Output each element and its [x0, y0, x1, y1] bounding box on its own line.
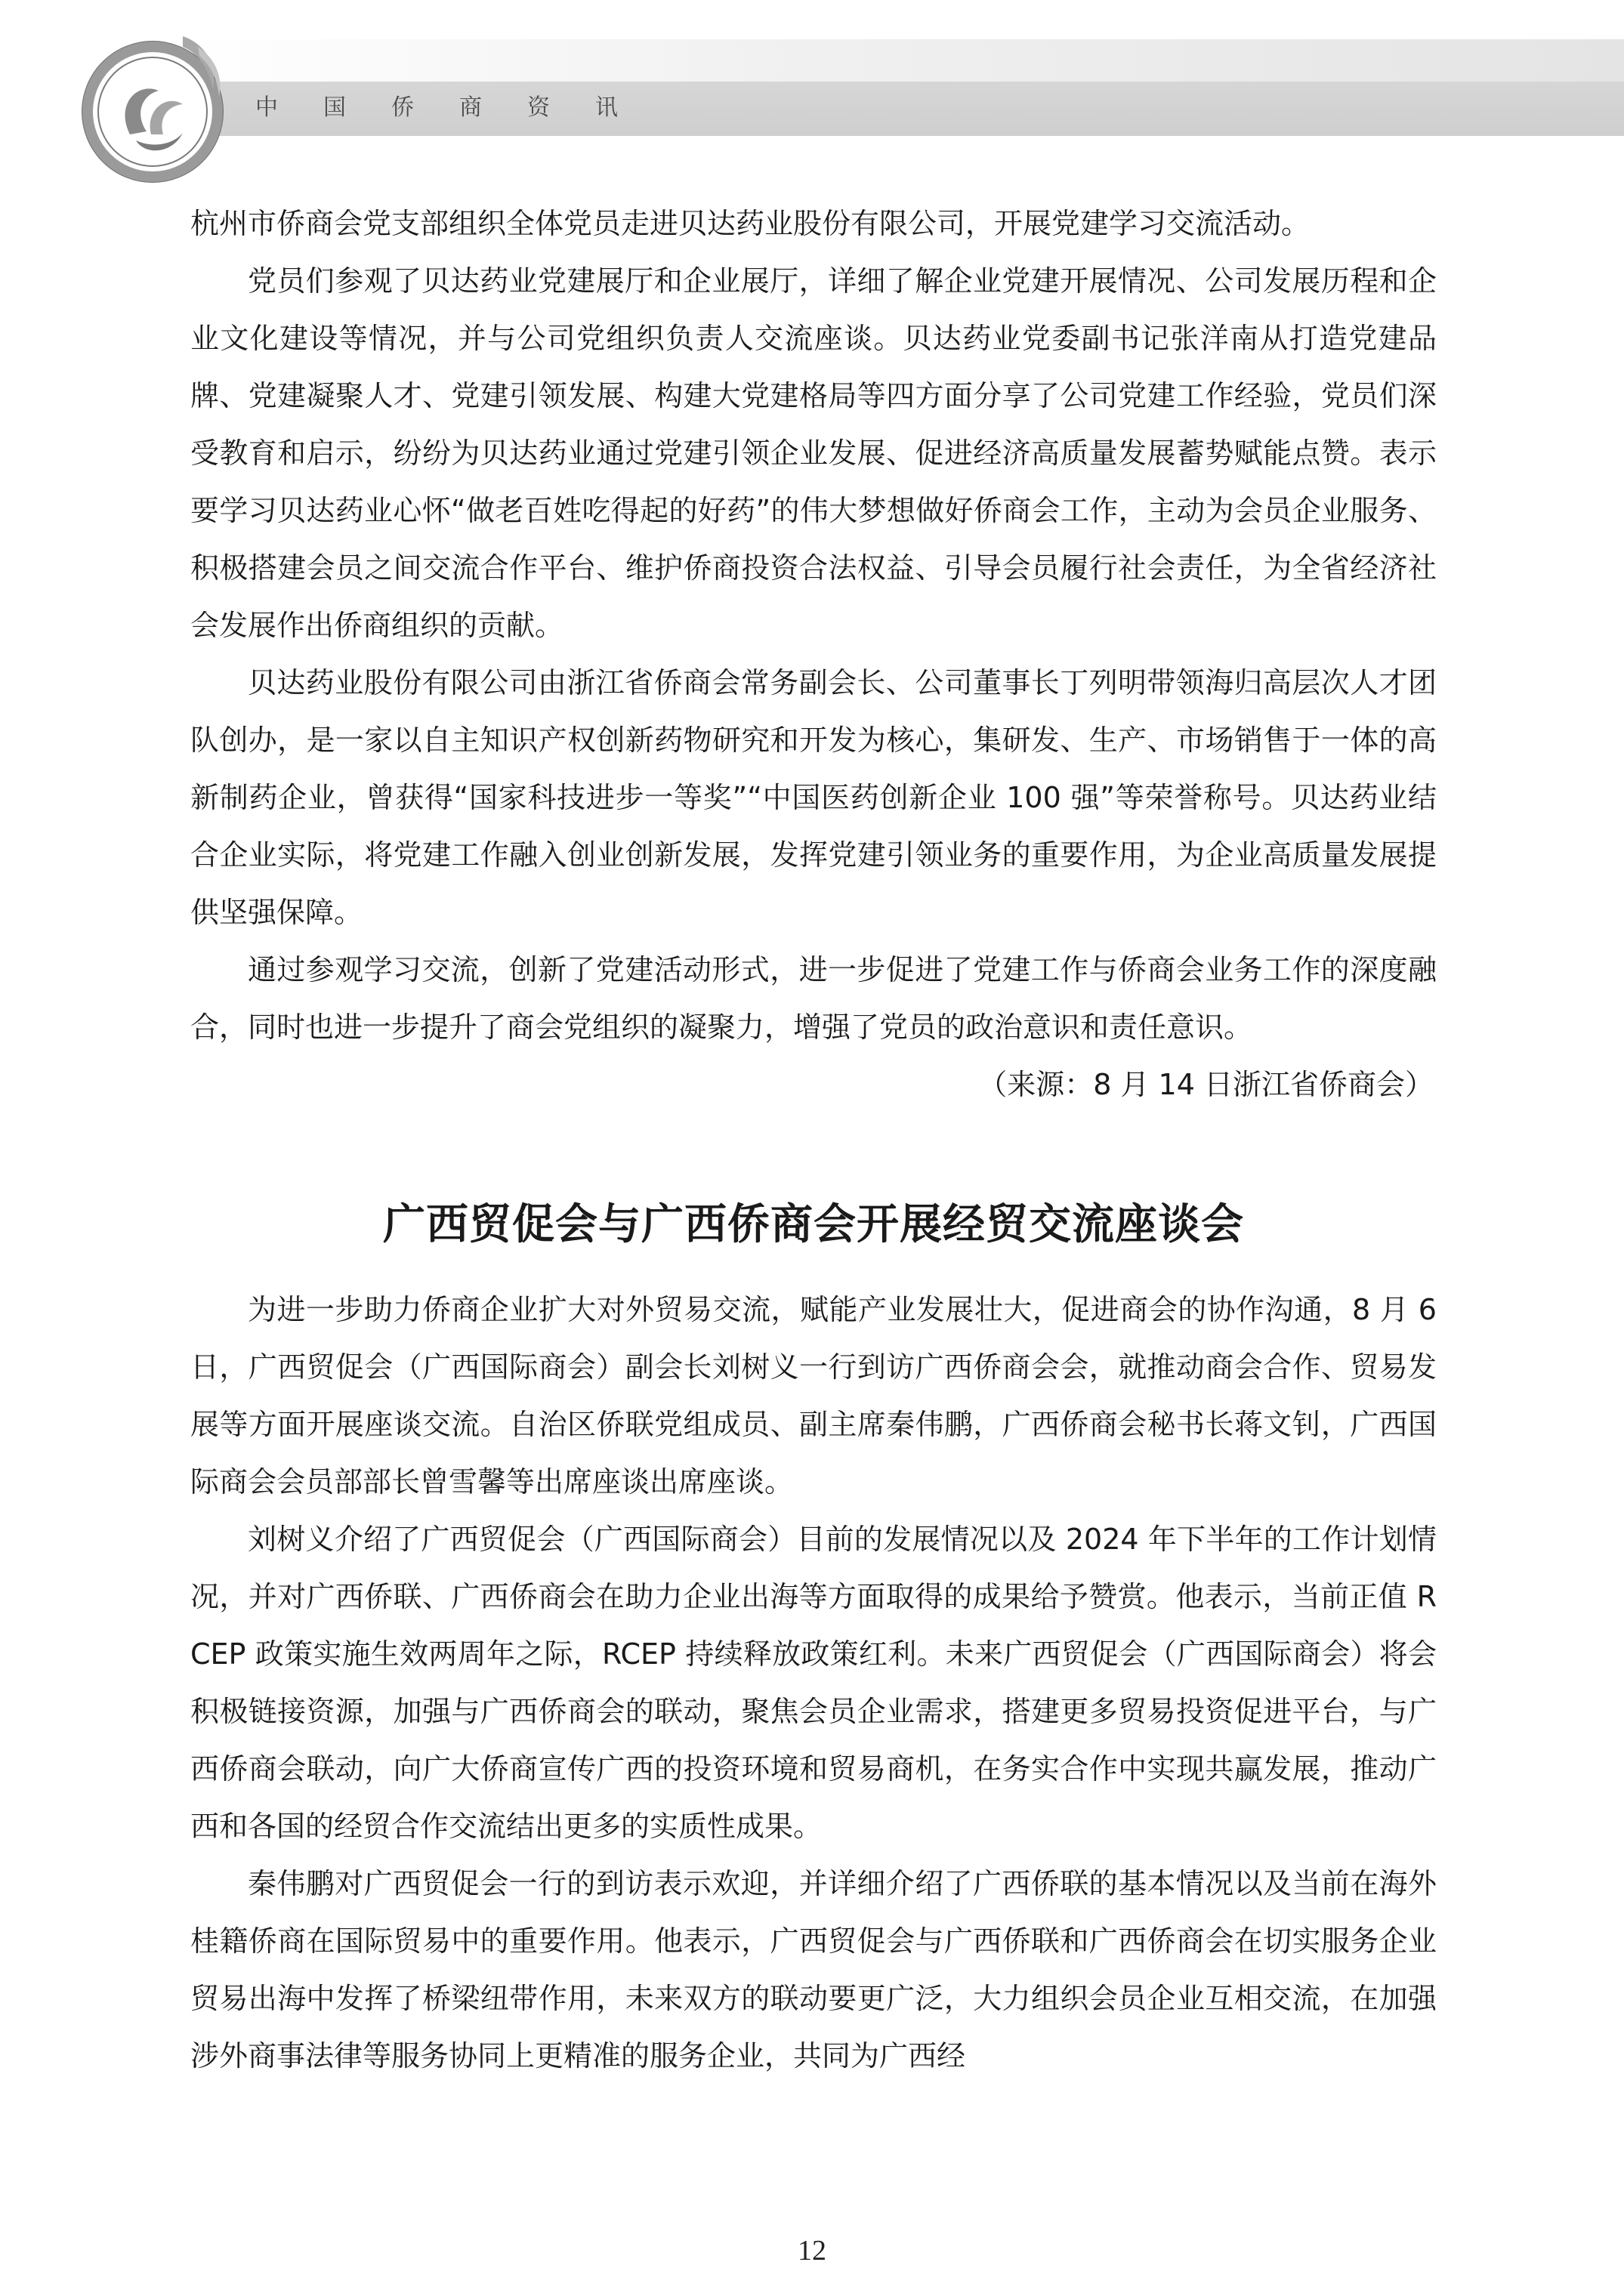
header-title: 中国侨商资讯	[255, 94, 663, 121]
logo-emblem-icon	[69, 21, 236, 187]
article1-paragraph-2: 党员们参观了贝达药业党建展厅和企业展厅，详细了解企业党建开展情况、公司发展历程和企业文化建设等情况，并与公司党组织负责人交流座谈。贝达药业党委副书记张洋南从打造党建品牌、党建凝聚人才、党建引领发展、构建大党建格局等四方面分享了公司党建工作经验，党员们深受教育和启示，纷纷为贝达药业通过党建引领企业发展、促进经济高质量发展蓄势赋能点赞。表示要学习贝达药业心怀“做老百姓吃得起的好药”的伟大梦想做好侨商会工作，主动为会员企业服务、积极搭建会员之间交流合作平台、维护侨商投资合法权益、引导会员履行社会责任，为全省经济社会发展作出侨商组织的贡献。	[190, 264, 1437, 642]
article2-paragraph-3: 秦伟鹏对广西贸促会一行的到访表示欢迎，并详细介绍了广西侨联的基本情况以及当前在海外桂籍侨商在国际贸易中的重要作用。他表示，广西贸促会与广西侨联和广西侨商会在切实服务企业贸易出海中发挥了桥梁纽带作用，未来双方的联动要更广泛，大力组织会员企业互相交流，在加强涉外商事法律等服务协同上更精准的服务企业，共同为广西经	[190, 1867, 1437, 2072]
page-content	[190, 195, 1437, 2085]
page-number: 12	[798, 2235, 826, 2267]
article2-paragraph-1: 为进一步助力侨商企业扩大对外贸易交流，赋能产业发展壮大，促进商会的协作沟通，8 月 6 日，广西贸促会（广西国际商会）副会长刘树义一行到访广西侨商会会，就推动商会合作、贸易发展等方面开展座谈交流。自治区侨联党组成员、副主席秦伟鹏，广西侨商会秘书长蒋文钊，广西国际商会会员部部长曾雪馨等出席座谈出席座谈。	[190, 1293, 1437, 1498]
article2-title: 广西贸促会与广西侨商会开展经贸交流座谈会	[383, 1200, 1244, 1249]
article2-paragraph-2: 刘树义介绍了广西贸促会（广西国际商会）目前的发展情况以及 2024 年下半年的工作计划情况，并对广西侨联、广西侨商会在助力企业出海等方面取得的成果给予赞赏。他表示，当前正值 RCEP 政策实施生效两周年之际，RCEP 持续释放政策红利。未来广西贸促会（广西国际商会）将会积极链接资源，加强与广西侨商会的联动，聚焦会员企业需求，搭建更多贸易投资促进平台，与广西侨商会联动，向广大侨商宣传广西的投资环境和贸易商机，在务实合作中实现共赢发展，推动广西和各国的经贸合作交流结出更多的实质性成果。	[190, 1523, 1437, 1843]
article1-paragraph-4: 通过参观学习交流，创新了党建活动形式，进一步促进了党建工作与侨商会业务工作的深度融合，同时也进一步提升了商会党组织的凝聚力，增强了党员的政治意识和责任意识。	[190, 953, 1437, 1044]
header-band-upper	[174, 39, 1624, 82]
article1-source: （来源：8 月 14 日浙江省侨商会）	[978, 1068, 1434, 1101]
article1-paragraph-1: 杭州市侨商会党支部组织全体党员走进贝达药业股份有限公司，开展党建学习交流活动。	[190, 207, 1311, 240]
article1-paragraph-3: 贝达药业股份有限公司由浙江省侨商会常务副会长、公司董事长丁列明带领海归高层次人才团队创办，是一家以自主知识产权创新药物研究和开发为核心，集研发、生产、市场销售于一体的高新制药企业，曾获得“国家科技进步一等奖”“中国医药创新企业 100 强”等荣誉称号。贝达药业结合企业实际，将党建工作融入创业创新发展，发挥党建引领业务的重要作用，为企业高质量发展提供坚强保障。	[190, 666, 1437, 929]
logo	[69, 21, 236, 187]
